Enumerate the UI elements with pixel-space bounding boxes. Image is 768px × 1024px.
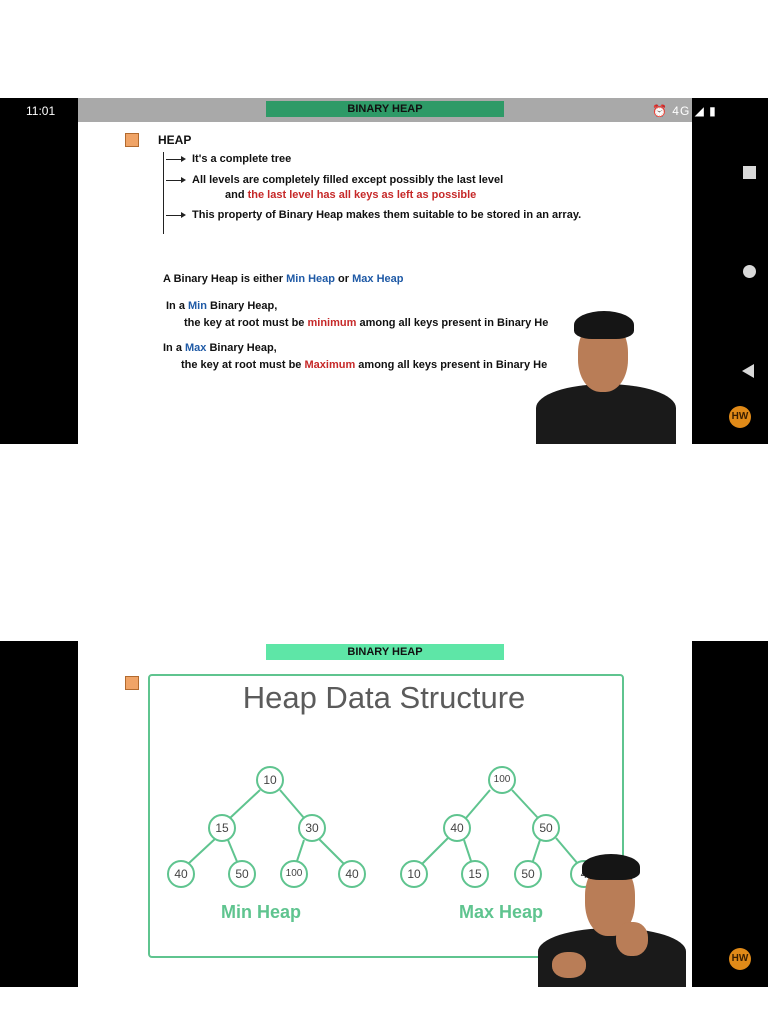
min-heap-label: Min Heap bbox=[221, 902, 302, 922]
max-heap-label: Max Heap bbox=[459, 902, 544, 922]
max-heap-node: 40 bbox=[443, 814, 471, 842]
max-heap-node: 100 bbox=[488, 766, 516, 794]
diagram-title: Heap Data Structure bbox=[242, 680, 526, 715]
min-heap-node: 40 bbox=[338, 860, 366, 888]
max-heap-def-line2: the key at root must be Maximum among all keys present in Binary He bbox=[181, 359, 548, 371]
max-heap-node: 15 bbox=[461, 860, 489, 888]
heap-point-2-continuation: and the last level has all keys as left as possible bbox=[225, 189, 477, 201]
hw-logo-icon: HW bbox=[729, 948, 751, 970]
heap-point-1: It's a complete tree bbox=[192, 153, 292, 165]
min-heap-node: 15 bbox=[208, 814, 236, 842]
min-heap-term: Min Heap bbox=[286, 273, 335, 285]
slide-title-bottom: BINARY HEAP bbox=[266, 644, 504, 660]
min-heap-node: 100 bbox=[280, 860, 308, 888]
presenter-hand bbox=[552, 952, 586, 978]
min-heap-node: 40 bbox=[167, 860, 195, 888]
min-heap-node: 50 bbox=[228, 860, 256, 888]
max-heap-node: 50 bbox=[532, 814, 560, 842]
min-heap-def-line2: the key at root must be minimum among all keys present in Binary He bbox=[184, 317, 549, 329]
min-heap-def-line1: In a Min Binary Heap, bbox=[166, 300, 278, 312]
presenter-hair bbox=[582, 854, 640, 880]
presenter-hand bbox=[616, 922, 648, 956]
min-or-max-line: A Binary Heap is either Min Heap or Max Heap bbox=[163, 273, 404, 285]
min-heap-node: 30 bbox=[298, 814, 326, 842]
max-heap-node: 50 bbox=[514, 860, 542, 888]
max-heap-def-line1: In a Max Binary Heap, bbox=[163, 342, 277, 354]
max-heap-node: 10 bbox=[400, 860, 428, 888]
min-heap-node: 10 bbox=[256, 766, 284, 794]
heading-heap: HEAP bbox=[158, 133, 192, 147]
heap-point-3: This property of Binary Heap makes them suitable to be stored in an array. bbox=[192, 209, 582, 221]
slide-title: BINARY HEAP bbox=[266, 101, 504, 117]
status-time: 11:01 bbox=[26, 104, 56, 118]
hw-logo-icon: HW bbox=[729, 406, 751, 428]
red-highlight: the last level has all keys as left as possible bbox=[247, 189, 477, 201]
heap-point-2: All levels are completely filled except possibly the last level bbox=[192, 174, 504, 186]
max-heap-term: Max Heap bbox=[352, 273, 404, 285]
status-icons: ⏰ 4G ◢ ▮ bbox=[652, 104, 717, 118]
